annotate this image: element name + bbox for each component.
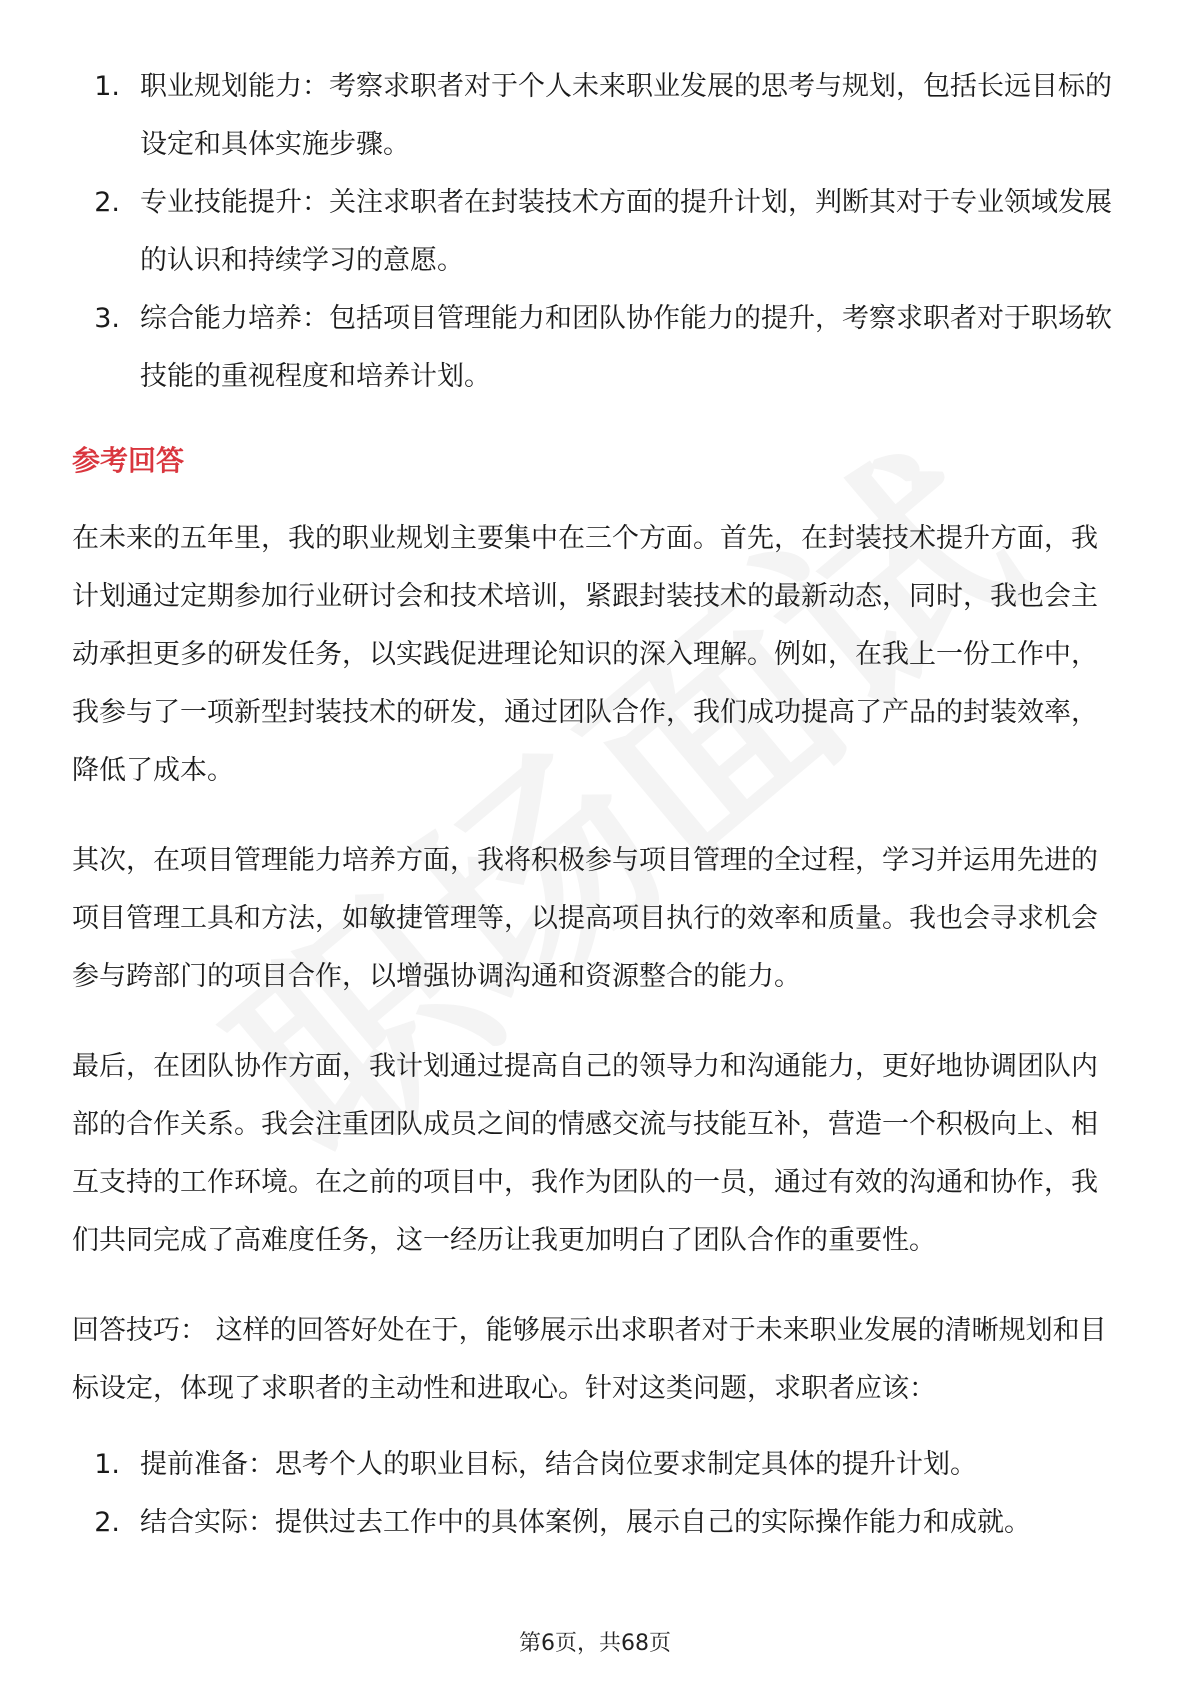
document-body xyxy=(72,58,1122,1552)
list-item xyxy=(72,58,1122,174)
list-text: 综合能力培养：包括项目管理能力和团队协作能力的提升，考察求职者对于职场软技能的重视程度和培养计划。 xyxy=(140,303,1112,392)
list-number: 1. xyxy=(94,1449,120,1480)
list-number: 1. xyxy=(94,71,120,102)
tips-list xyxy=(72,1436,1122,1552)
list-item xyxy=(72,290,1122,406)
list-text: 提前准备：思考个人的职业目标，结合岗位要求制定具体的提升计划。 xyxy=(140,1449,977,1480)
list-text: 职业规划能力：考察求职者对于个人未来职业发展的思考与规划，包括长远目标的设定和具体实施步骤。 xyxy=(140,71,1112,160)
page-number: 第6页，共68页 xyxy=(519,1631,671,1656)
answer-tips: 回答技巧： 这样的回答好处在于，能够展示出求职者对于未来职业发展的清晰规划和目标设定，体现了求职者的主动性和进取心。针对这类问题，求职者应该： xyxy=(72,1315,1107,1404)
list-number: 2. xyxy=(94,187,120,218)
list-item xyxy=(72,1494,1122,1552)
list-number: 3. xyxy=(94,303,120,334)
section-heading: 参考回答 xyxy=(72,444,185,477)
list-number: 2. xyxy=(94,1507,120,1538)
paragraph: 在未来的五年里，我的职业规划主要集中在三个方面。首先，在封装技术提升方面，我计划通过定期参加行业研讨会和技术培训，紧跟封装技术的最新动态，同时，我也会主动承担更多的研发任务，以实践促进理论知识的深入理解。例如，在我上一份工作中，我参与了一项新型封装技术的研发，通过团队合作，我们成功提高了产品的封装效率，降低了成本。 xyxy=(72,523,1098,786)
list-item xyxy=(72,174,1122,290)
list-text: 专业技能提升：关注求职者在封装技术方面的提升计划，判断其对于专业领域发展的认识和持续学习的意愿。 xyxy=(140,187,1112,276)
list-item xyxy=(72,1436,1122,1494)
paragraph: 其次，在项目管理能力培养方面，我将积极参与项目管理的全过程，学习并运用先进的项目管理工具和方法，如敏捷管理等，以提高项目执行的效率和质量。我也会寻求机会参与跨部门的项目合作，以增强协调沟通和资源整合的能力。 xyxy=(72,845,1098,992)
paragraph: 最后，在团队协作方面，我计划通过提高自己的领导力和沟通能力，更好地协调团队内部的合作关系。我会注重团队成员之间的情感交流与技能互补，营造一个积极向上、相互支持的工作环境。在之前的项目中，我作为团队的一员，通过有效的沟通和协作，我们共同完成了高难度任务，这一经历让我更加明白了团队合作的重要性。 xyxy=(72,1051,1098,1256)
list-text: 结合实际：提供过去工作中的具体案例，展示自己的实际操作能力和成就。 xyxy=(140,1507,1031,1538)
criteria-list xyxy=(72,58,1122,406)
